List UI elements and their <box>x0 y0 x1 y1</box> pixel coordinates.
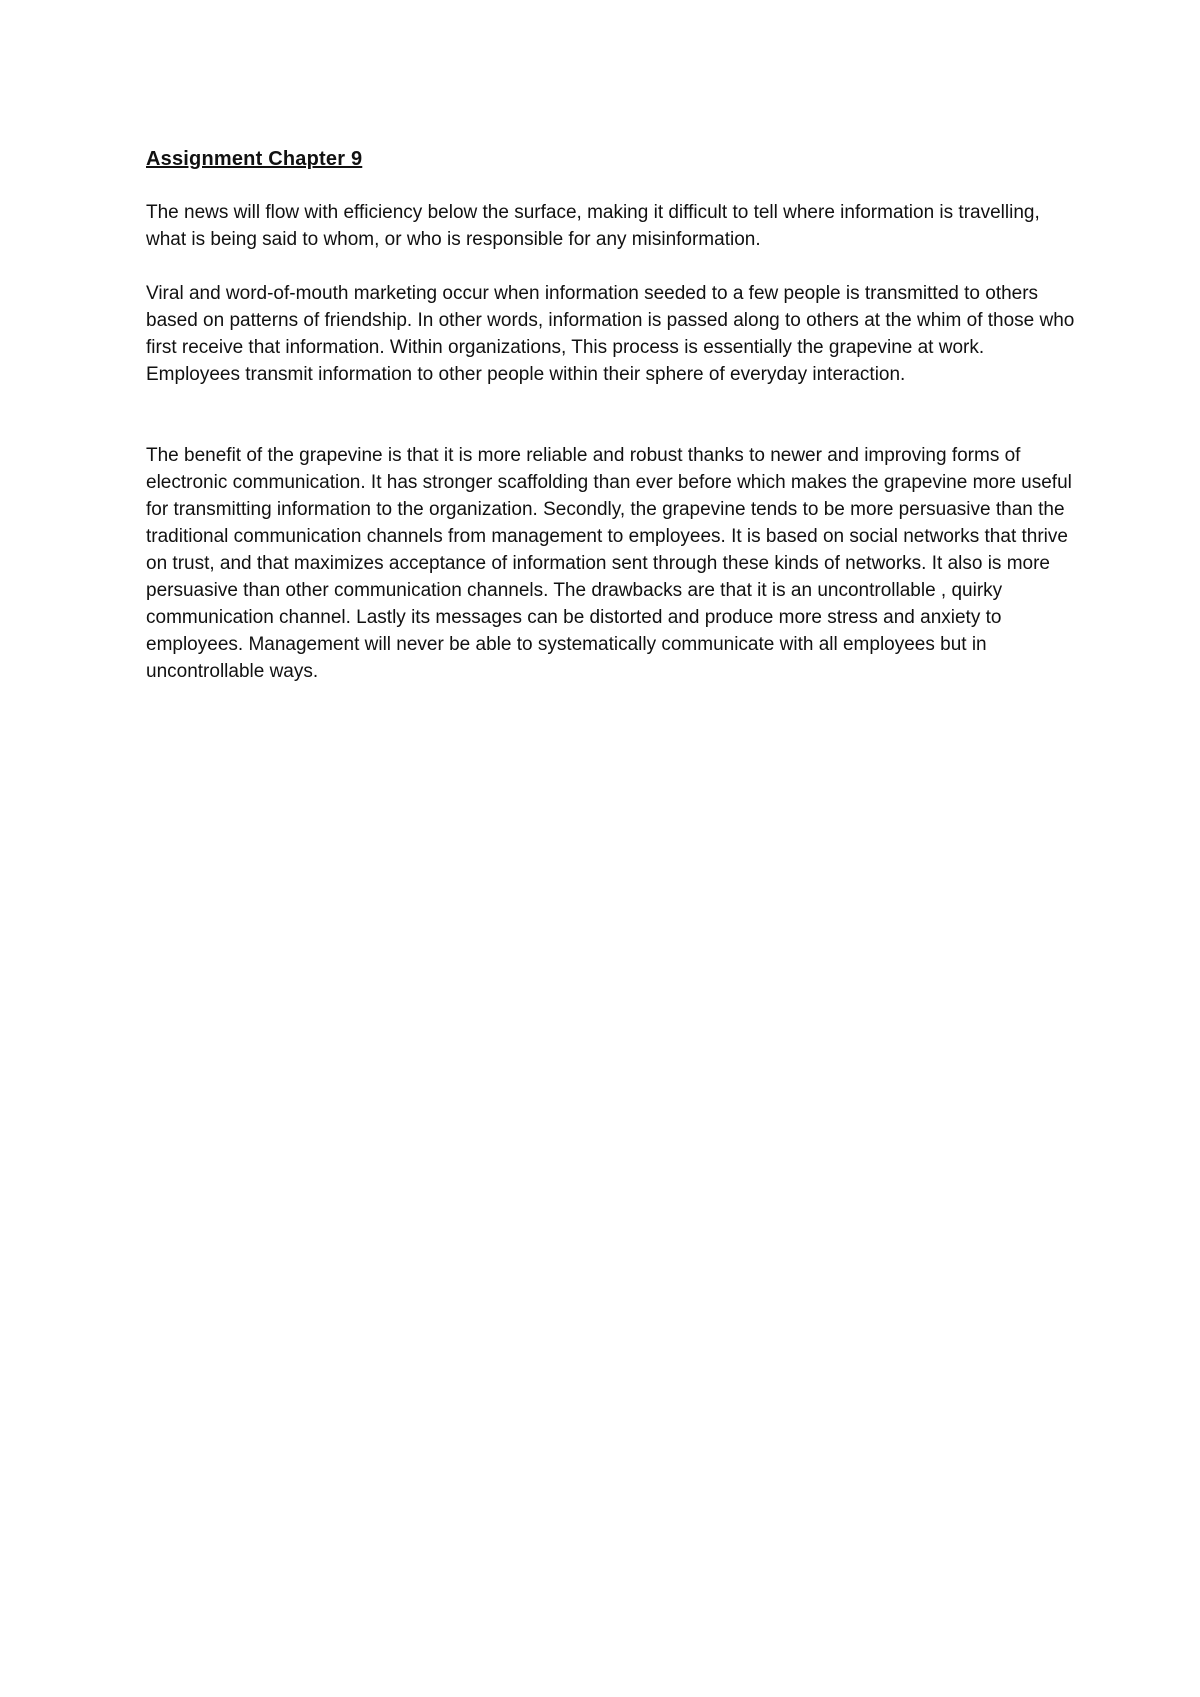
document-title: Assignment Chapter 9 <box>146 148 363 170</box>
paragraph-2: Viral and word-of-mouth marketing occur when information seeded to a few people is transmitted to others based on patterns of friendship. In other words, information is passed along to others at the whim of those who first receive that information. Within organizations, This process is essentially the grapevine at work. Employees transmit information to other people within their sphere of everyday interaction. <box>146 283 1075 385</box>
paragraph-1: The news will flow with efficiency below the surface, making it difficult to tell where information is travelling, what is being said to whom, or who is responsible for any misinformation. <box>146 202 1040 250</box>
paragraph-3: The benefit of the grapevine is that it is more reliable and robust thanks to newer and improving forms of electronic communication. It has stronger scaffolding than ever before which makes the grapevine more useful for transmitting information to the organization. Secondly, the grapevine tends to be more persuasive than the traditional communication channels from management to employees. It is based on social networks that thrive on trust, and that maximizes acceptance of information sent through these kinds of networks. It also is more persuasive than other communication channels. The drawbacks are that it is an uncontrollable , quirky communication channel. Lastly its messages can be distorted and produce more stress and anxiety to employees. Management will never be able to systematically communicate with all employees but in uncontrollable ways. <box>146 445 1072 682</box>
document-body <box>146 145 1076 685</box>
